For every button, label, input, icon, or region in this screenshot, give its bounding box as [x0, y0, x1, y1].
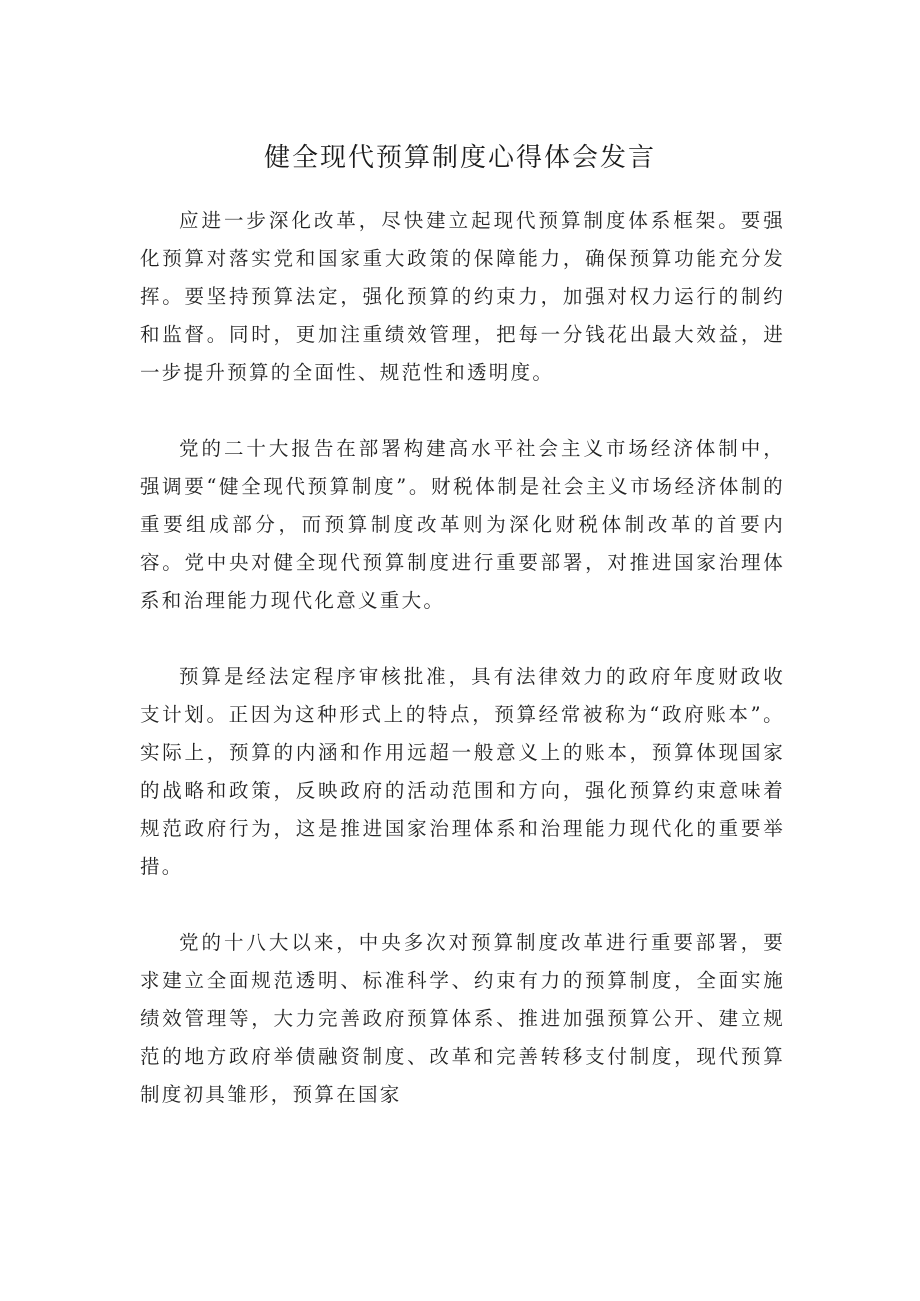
paragraph: 党的十八大以来，中央多次对预算制度改革进行重要部署，要求建立全面规范透明、标准科学、约束有力的预算制度，全面实施绩效管理等，大力完善政府预算体系、推进加强预算公开、建立规范的地方政府举债融资制度、改革和完善转移支付制度，现代预算制度初具雏形，预算在国家 [140, 931, 785, 1106]
document-body [140, 202, 785, 1152]
document-title: 健全现代预算制度心得体会发言 [263, 143, 656, 173]
paragraph: 预算是经法定程序审核批准，具有法律效力的政府年度财政收支计划。正因为这种形式上的特点，预算经常被称为“政府账本”。实际上，预算的内涵和作用远超一般意义上的账本，预算体现国家的战略和政策，反映政府的活动范围和方向，强化预算约束意味着规范政府行为，这是推进国家治理体系和治理能力现代化的重要举措。 [140, 665, 785, 878]
paragraph: 应进一步深化改革，尽快建立起现代预算制度体系框架。要强化预算对落实党和国家重大政策的保障能力，确保预算功能充分发挥。要坚持预算法定，强化预算的约束力，加强对权力运行的制约和监督。同时，更加注重绩效管理，把每一分钱花出最大效益，进一步提升预算的全面性、规范性和透明度。 [140, 209, 785, 384]
paragraph: 党的二十大报告在部署构建高水平社会主义市场经济体制中，强调要“健全现代预算制度”。财税体制是社会主义市场经济体制的重要组成部分，而预算制度改革则为深化财税体制改革的首要内容。党中央对健全现代预算制度进行重要部署，对推进国家治理体系和治理能力现代化意义重大。 [140, 437, 785, 612]
